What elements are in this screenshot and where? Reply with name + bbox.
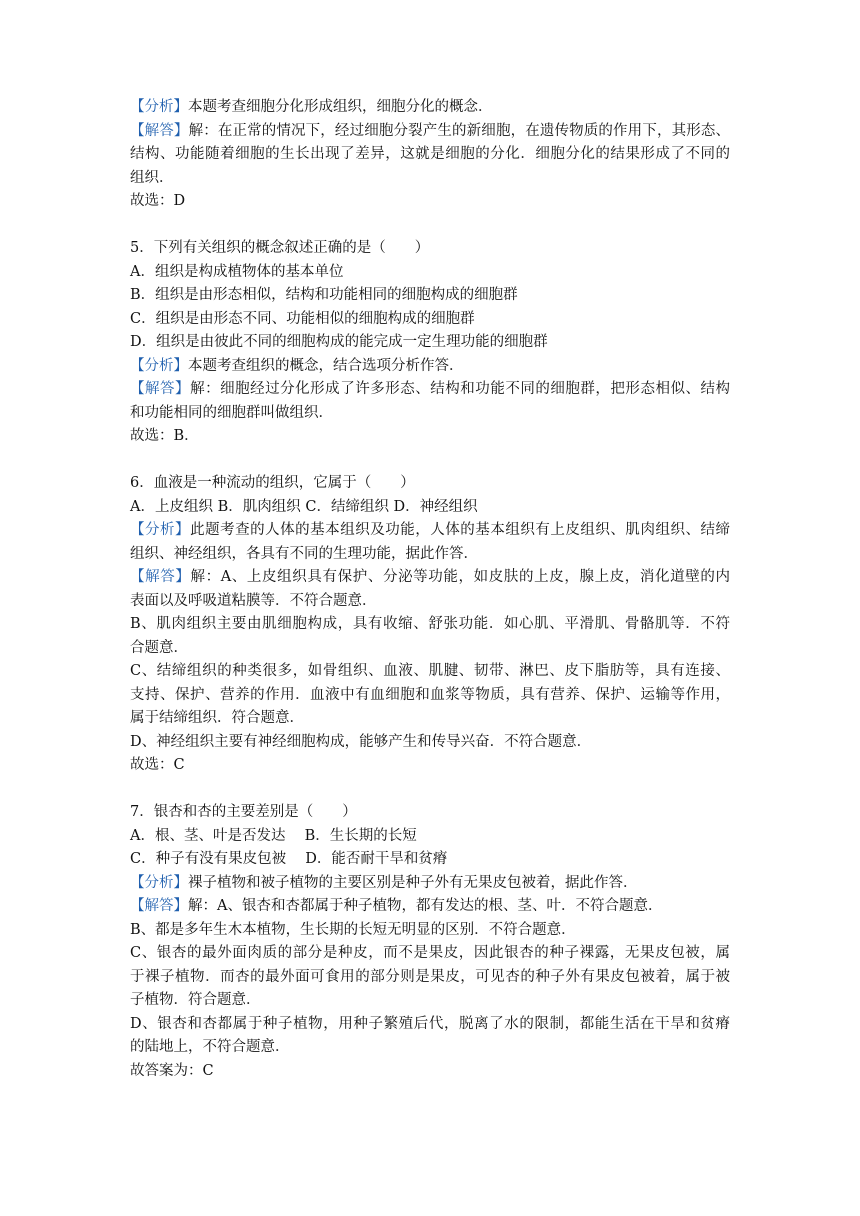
- option-a: A．组织是构成植物体的基本单位: [130, 263, 344, 280]
- analysis-line: 【分析】本题考查细胞分化形成组织，细胞分化的概念．: [130, 99, 493, 115]
- answer-tag: 【解答】: [130, 898, 188, 914]
- options-line: A．根、茎、叶是否发达 B．生长期的长短: [130, 827, 417, 844]
- answer-line: 子植物．符合题意．: [130, 992, 261, 1008]
- answer-line: 支持、保护、营养的作用．血液中有血细胞和血浆等物质，具有营养、保护、运输等作用，: [130, 686, 730, 703]
- analysis-tag: 【分析】: [130, 357, 188, 374]
- analysis-line: 【分析】本题考查组织的概念，结合选项分析作答．: [130, 357, 464, 374]
- answer-tag: 【解答】: [130, 569, 191, 585]
- answer-line: B、都是多年生木本植物，生长期的长短无明显的区别．不符合题意．: [130, 921, 576, 938]
- answer-tag: 【解答】: [130, 381, 191, 397]
- options-line: A．上皮组织 B．肌肉组织 C．结缔组织 D．神经组织: [130, 498, 478, 515]
- question-4-solution: [130, 96, 730, 214]
- answer-line: 合题意．: [130, 639, 188, 656]
- options-line: C．种子有没有果皮包被 D．能否耐干旱和贫瘠: [130, 851, 448, 867]
- answer-line: 结构、功能随着细胞的生长出现了差异，这就是细胞的分化．细胞分化的结果形成了不同的: [130, 146, 730, 162]
- question-stem: 5．下列有关组织的概念叙述正确的是（ ）: [130, 240, 430, 256]
- answer-line: 于裸子植物．而杏的最外面可食用的部分则是果皮，可见杏的种子外有果皮包被着，属于被: [130, 968, 730, 985]
- final-choice: 故答案为：C: [130, 1062, 214, 1079]
- answer-line: 【解答】解：细胞经过分化形成了许多形态、结构和功能不同的细胞群，把形态相似、结构: [130, 381, 731, 397]
- answer-line: 【解答】解：A、上皮组织具有保护、分泌等功能，如皮肤的上皮，腺上皮，消化道壁的内: [130, 569, 731, 585]
- final-choice: 故选：D: [130, 193, 186, 209]
- analysis-tag: 【分析】: [130, 99, 188, 115]
- analysis-line: 【分析】裸子植物和被子植物的主要区别是种子外有无果皮包被着，据此作答．: [130, 874, 638, 891]
- answer-line: 【解答】解：在正常的情况下，经过细胞分裂产生的新细胞，在遗传物质的作用下，其形态、: [130, 122, 731, 139]
- question-stem: 6．血液是一种流动的组织，它属于（ ）: [130, 475, 415, 491]
- answer-line: B、肌肉组织主要由肌细胞构成，具有收缩、舒张功能．如心肌、平滑肌、骨骼肌等．不符: [130, 616, 730, 632]
- option-d: D．组织是由彼此不同的细胞构成的能完成一定生理功能的细胞群: [130, 334, 548, 350]
- question-7: [130, 801, 730, 1083]
- document-page: [130, 96, 730, 1083]
- final-choice: 故选：B．: [130, 428, 199, 444]
- answer-line: 【解答】解：A、银杏和杏都属于种子植物，都有发达的根、茎、叶．不符合题意．: [130, 898, 663, 914]
- answer-line: D、神经组织主要有神经细胞构成，能够产生和传导兴奋．不符合题意．: [130, 733, 592, 750]
- answer-line: D、银杏和杏都属于种子植物，用种子繁殖后代，脱离了水的限制，都能生活在干旱和贫瘠: [130, 1015, 730, 1032]
- option-b: B．组织是由形态相似，结构和功能相同的细胞构成的细胞群: [130, 287, 518, 303]
- answer-line: 表面以及呼吸道粘膜等．不符合题意．: [130, 592, 377, 609]
- answer-line: 属于结缔组织．符合题意．: [130, 710, 304, 726]
- analysis-line: 组织、神经组织，各具有不同的生理功能，据此作答．: [130, 545, 478, 562]
- question-6: [130, 472, 730, 778]
- answer-line: 组织．: [130, 169, 174, 186]
- answer-line: C、银杏的最外面肉质的部分是种皮，而不是果皮，因此银杏的种子裸露，无果皮包被，属: [130, 945, 730, 961]
- analysis-tag: 【分析】: [130, 874, 188, 891]
- question-5: [130, 237, 730, 449]
- answer-line: C、结缔组织的种类很多，如骨组织、血液、肌腱、韧带、淋巴、皮下脂肪等，具有连接、: [130, 663, 730, 679]
- final-choice: 故选：C: [130, 757, 185, 773]
- answer-line: 的陆地上，不符合题意．: [130, 1039, 290, 1055]
- option-c: C．组织是由形态不同、功能相似的细胞构成的细胞群: [130, 310, 475, 327]
- analysis-line: 【分析】此题考查的人体的基本组织及功能，人体的基本组织有上皮组织、肌肉组织、结缔: [130, 522, 731, 538]
- answer-tag: 【解答】: [130, 122, 189, 139]
- answer-line: 和功能相同的细胞群叫做组织．: [130, 404, 333, 421]
- question-stem: 7．银杏和杏的主要差别是（ ）: [130, 804, 357, 820]
- analysis-tag: 【分析】: [130, 522, 191, 538]
